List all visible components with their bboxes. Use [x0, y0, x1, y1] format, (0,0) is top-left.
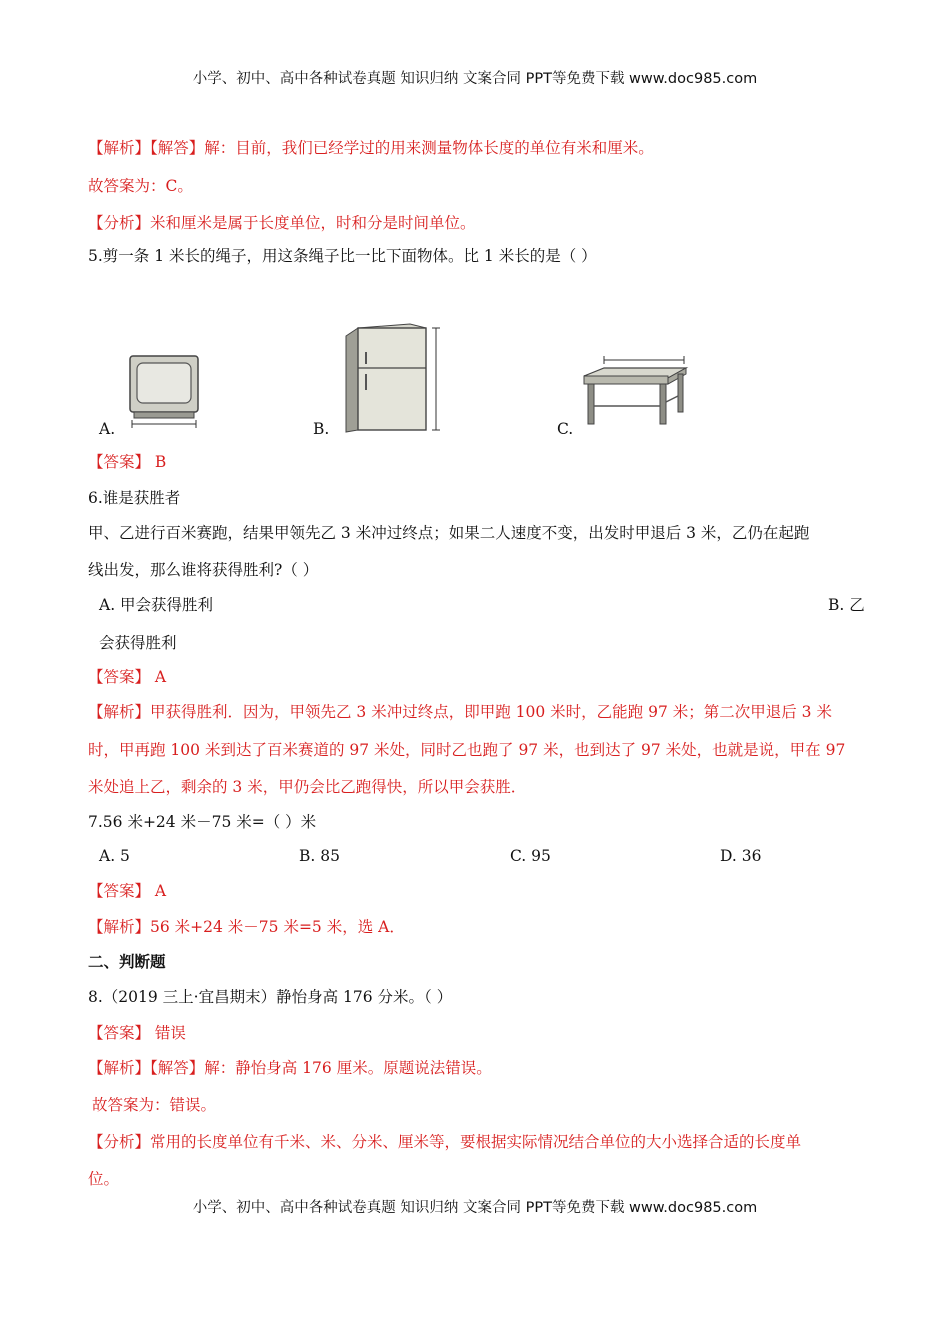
tv-image [124, 350, 204, 432]
q6-option-a: A. 甲会获得胜利 [99, 596, 214, 614]
q7-option-d: D. 36 [720, 847, 762, 865]
q7-answer: 【答案】 A [88, 882, 167, 900]
q8-final-answer: 故答案为：错误。 [92, 1096, 217, 1114]
q5-option-b: B. [313, 420, 330, 438]
q7-analysis: 【解析】56 米+24 米－75 米=5 米，选 A． [88, 918, 405, 936]
q4-final-answer: 故答案为：C。 [88, 177, 193, 195]
section-title: 二、判断题 [88, 952, 166, 971]
q5-answer: 【答案】 B [88, 453, 167, 471]
q7-option-a: A. 5 [99, 847, 130, 865]
q5-option-c: C. [557, 420, 574, 438]
q7-question: 7.56 米+24 米－75 米=（ ）米 [88, 813, 317, 831]
q8-answer: 【答案】 错误 [88, 1024, 186, 1042]
q6-line2: 线出发，那么谁将获得胜利?（ ） [88, 561, 319, 579]
q4-fenxi: 【分析】米和厘米是属于长度单位，时和分是时间单位。 [88, 214, 476, 232]
q6-title: 6.谁是获胜者 [88, 489, 181, 507]
q6-analysis-1: 【解析】甲获得胜利．因为，甲领先乙 3 米冲过终点，即甲跑 100 米时，乙能跑 97 米；第二次甲退后 3 米 [88, 703, 832, 721]
q7-option-b: B. 85 [299, 847, 340, 865]
q6-answer: 【答案】 A [88, 668, 167, 686]
page-header: 小学、初中、高中各种试卷真题 知识归纳 文案合同 PPT等免费下载 www.doc985.com [192, 71, 758, 87]
q8-fenxi-2: 位。 [88, 1170, 120, 1188]
fridge-image [338, 318, 448, 436]
q5-option-a: A. [99, 420, 116, 438]
q6-line1: 甲、乙进行百米赛跑，结果甲领先乙 3 米冲过终点；如果二人速度不变，出发时甲退后 3 米，乙仍在起跑 [88, 524, 810, 542]
q4-analysis: 【解析】【解答】解：目前，我们已经学过的用来测量物体长度的单位有米和厘米。 [88, 139, 654, 157]
q6-option-b-part2: 会获得胜利 [99, 634, 177, 652]
q6-analysis-3: 米处追上乙，剩余的 3 米，甲仍会比乙跑得快，所以甲会获胜． [88, 778, 527, 796]
q8-analysis: 【解析】【解答】解：静怡身高 176 厘米。原题说法错误。 [88, 1059, 492, 1077]
page-footer: 小学、初中、高中各种试卷真题 知识归纳 文案合同 PPT等免费下载 www.doc985.com [192, 1200, 758, 1216]
q6-option-b-part1: B. 乙 [828, 596, 865, 614]
q8-fenxi-1: 【分析】常用的长度单位有千米、米、分米、厘米等，要根据实际情况结合单位的大小选择合适的长度单 [88, 1133, 802, 1151]
table-image [578, 352, 690, 432]
q8-question: 8.（2019 三上·宜昌期末）静怡身高 176 分米。（ ） [88, 988, 453, 1006]
q6-analysis-2: 时，甲再跑 100 米到达了百米赛道的 97 米处，同时乙也跑了 97 米，也到达了 97 米处，也就是说，甲在 97 [88, 741, 846, 759]
q7-option-c: C. 95 [510, 847, 551, 865]
q5-question: 5.剪一条 1 米长的绳子，用这条绳子比一比下面物体。比 1 米长的是（ ） [88, 247, 597, 265]
